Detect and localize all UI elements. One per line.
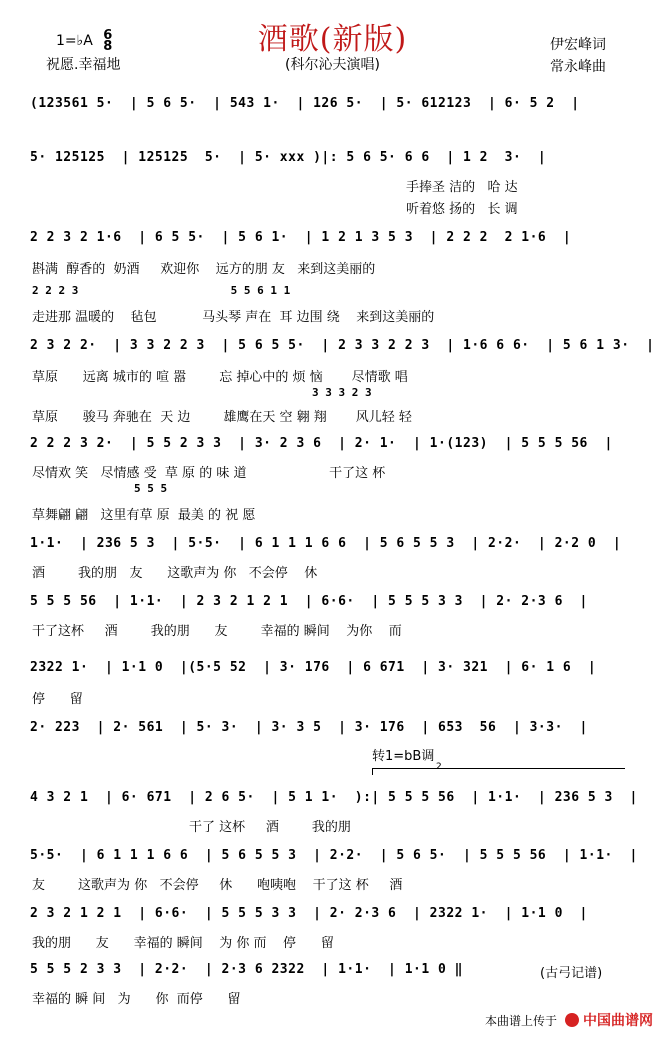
lyric-row-5b: 草舞翩 翩 这里有草 原 最美 的 祝 愿 xyxy=(32,508,256,523)
time-bottom: 8 xyxy=(103,39,113,54)
notation-row-13: 5 5 5 2 3 3 | 2·2· | 2·3 6 2322 | 1·1· | 1·1 0 ‖ xyxy=(30,962,463,977)
notation-row-1: (123561 5· | 5 6 5· | 543 1· | 126 5· | 5· 612123 | 6· 5 2 | xyxy=(30,96,580,111)
lyric-row-2a: 手捧圣 洁的 哈 达 xyxy=(406,180,518,195)
notation-row-12: 2 3 2 1 2 1 | 6·6· | 5 5 5 3 3 | 2· 2·3 6 | 2322 1· | 1·1 0 | xyxy=(30,906,588,921)
upload-text: 本曲谱上传于 xyxy=(484,1013,557,1028)
notation-above-3: 2 2 2 3 5 5 6 1 1 xyxy=(32,284,291,297)
key-signature xyxy=(56,30,112,52)
lyric-row-3a: 斟满 醇香的 奶酒 欢迎你 远方的朋 友 来到这美丽的 xyxy=(32,262,376,277)
site-logo-icon xyxy=(565,1013,579,1027)
composer: 常永峰曲 xyxy=(550,59,606,75)
notation-row-9: 2· 223 | 2· 561 | 5· 3· | 3· 3 5 | 3· 176 | 653 56 | 3·3· | xyxy=(30,720,588,735)
performer: (科尔沁夫演唱) xyxy=(285,57,380,73)
lyric-row-7: 干了这杯 酒 我的朋 友 幸福的 瞬间 为你 而 xyxy=(32,624,402,639)
lyric-row-2b: 听着悠 扬的 长 调 xyxy=(406,202,518,217)
notation-row-4: 2 3 2 2· | 3 3 2 2 3 | 5 6 5 5· | 2 3 3 2 2 3 | 1·6 6 6· | 5 6 1 3· | xyxy=(30,338,655,353)
notation-row-2: 5· 125125 | 125125 5· | 5· xxx )|: 5 6 5· 6 6 | 1 2 3· | xyxy=(30,150,547,165)
notation-row-10: 4 3 2 1 | 6· 671 | 2 6 5· | 5 1 1· ):| 5 5 5 56 | 1·1· | 236 5 3 | xyxy=(30,790,638,805)
lyric-row-8: 停 留 xyxy=(32,692,83,707)
lyric-row-13: 幸福的 瞬 间 为 你 而停 留 xyxy=(32,992,241,1007)
notation-row-8: 2322 1· | 1·1 0 |(5·5 52 | 3· 176 | 6 671 | 3· 321 | 6· 1 6 | xyxy=(30,660,597,675)
notation-above-5: 5 5 5 xyxy=(134,482,168,495)
key-text: 1=♭A xyxy=(56,33,93,49)
site-name-link[interactable]: 中国曲谱网 xyxy=(583,1013,653,1029)
lyric-row-5a: 尽情欢 笑 尽情感 受 草 原 的 味 道 干了这 杯 xyxy=(32,466,386,481)
notation-row-11: 5·5· | 6 1 1 1 6 6 | 5 6 5 5 3 | 2·2· | 5 6 5· | 5 5 5 56 | 1·1· | xyxy=(30,848,638,863)
notation-above-4: 3 3 3 2 3 xyxy=(312,386,372,399)
lyric-row-12: 我的朋 友 幸福的 瞬间 为 你 而 停 留 xyxy=(32,936,334,951)
lyric-row-10: 干了 这杯 酒 我的朋 xyxy=(32,820,351,835)
lyric-row-3b: 走进那 温暖的 毡包 马头琴 声在 耳 边围 绕 来到这美丽的 xyxy=(32,310,435,325)
lyric-row-6: 酒 我的朋 友 这歌声为 你 不会停 休 xyxy=(32,566,318,581)
page-title: 酒歌(新版) xyxy=(257,22,408,57)
lyric-row-4b: 草原 骏马 奔驰在 天 边 雄鹰在天 空 翱 翔 风儿轻 轻 xyxy=(32,410,412,425)
notation-row-5: 2 2 2 3 2· | 5 5 2 3 3 | 3· 2 3 6 | 2· 1· | 1·(123) | 5 5 5 56 | xyxy=(30,436,613,451)
lyric-row-4a: 草原 远离 城市的 喧 嚣 忘 掉心中的 烦 恼 尽情歌 唱 xyxy=(32,370,408,385)
dedication: 祝愿.幸福地 xyxy=(46,57,121,73)
volta-bracket xyxy=(372,768,625,775)
time-signature xyxy=(103,30,112,52)
lyric-row-11: 友 这歌声为 你 不会停 休 咆咦咆 干了这 杯 酒 xyxy=(32,878,403,893)
time-top: 6 xyxy=(103,28,113,43)
footer xyxy=(485,1010,653,1030)
recorder-credit: (古弓记谱) xyxy=(540,966,603,981)
modulation-marking: 转1=bB调 xyxy=(372,749,435,764)
notation-row-6: 1·1· | 236 5 3 | 5·5· | 6 1 1 1 6 6 | 5 6 5 5 3 | 2·2· | 2·2 0 | xyxy=(30,536,622,551)
volta-number: 2 xyxy=(436,762,442,772)
notation-row-7: 5 5 5 56 | 1·1· | 2 3 2 1 2 1 | 6·6· | 5 5 5 3 3 | 2· 2·3 6 | xyxy=(30,594,588,609)
lyricist: 伊宏峰词 xyxy=(550,37,606,53)
notation-row-3: 2 2 3 2 1·6 | 6 5 5· | 5 6 1· | 1 2 1 3 5 3 | 2 2 2 2 1·6 | xyxy=(30,230,572,245)
